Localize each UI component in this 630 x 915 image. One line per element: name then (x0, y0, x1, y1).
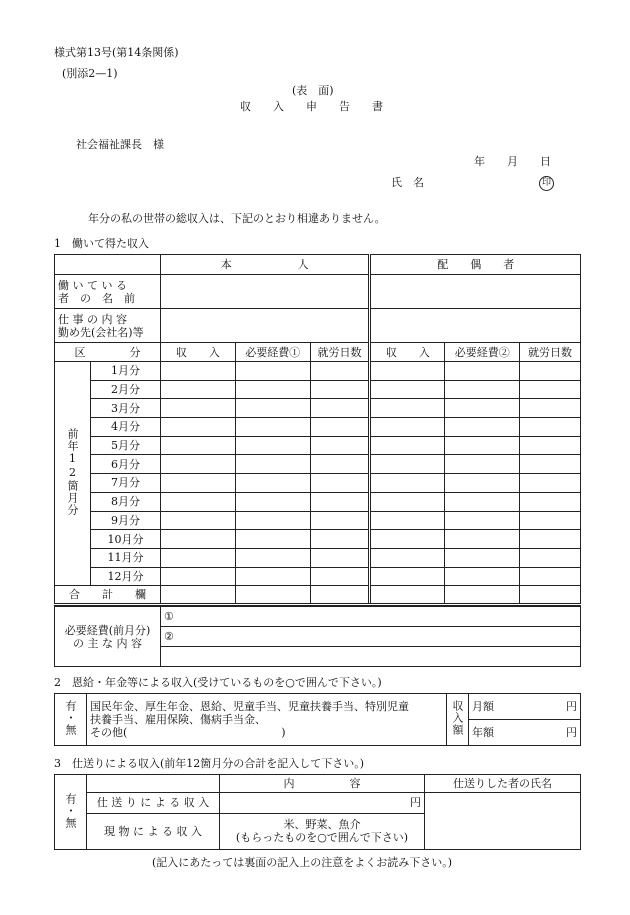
month-rows (55, 362, 581, 586)
month-cell[interactable] (310, 548, 370, 567)
worker-name-label: 働 い て い る 者 の 名 前 (55, 275, 161, 309)
month-cell[interactable] (445, 455, 520, 474)
month-cell[interactable] (370, 511, 445, 530)
month-cell[interactable] (445, 548, 520, 567)
kind-label: 現 物 に よ る 収 入 (87, 813, 220, 850)
total-cell[interactable] (370, 586, 445, 605)
month-cell[interactable] (310, 380, 370, 399)
month-cell[interactable] (445, 380, 520, 399)
pension-monthly[interactable] (469, 694, 581, 720)
month-label: 11月分 (90, 548, 160, 567)
sender-name-field[interactable] (425, 793, 581, 850)
month-label: 10月分 (90, 530, 160, 549)
month-cell[interactable] (445, 474, 520, 493)
month-cell[interactable] (310, 474, 370, 493)
month-cell[interactable] (235, 474, 310, 493)
month-cell[interactable] (370, 492, 445, 511)
self-days-header: 就労日数 (310, 343, 370, 362)
expense-detail-blank[interactable] (161, 647, 581, 667)
work-income-table (54, 254, 581, 606)
sender-header: 仕送りした者の氏名 (425, 775, 581, 793)
table-row (55, 362, 581, 381)
expense-detail-table (54, 606, 581, 667)
month-cell[interactable] (445, 362, 520, 381)
month-cell[interactable] (235, 455, 310, 474)
month-cell[interactable] (370, 530, 445, 549)
side-label: (表 面) (292, 84, 334, 97)
month-cell[interactable] (445, 511, 520, 530)
spouse-job-field[interactable] (370, 309, 581, 343)
total-cell[interactable] (160, 586, 235, 605)
table-row (55, 511, 581, 530)
pension-table (54, 693, 581, 746)
addressee: 社会福祉課長 様 (76, 138, 164, 151)
month-cell[interactable] (310, 418, 370, 437)
spouse-income-header: 収 入 (370, 343, 445, 362)
table-row (55, 567, 581, 586)
table-row (55, 474, 581, 493)
table-row (55, 530, 581, 549)
month-cell[interactable] (310, 455, 370, 474)
month-cell[interactable] (160, 399, 235, 418)
month-cell[interactable] (445, 530, 520, 549)
month-cell[interactable] (160, 436, 235, 455)
month-cell[interactable] (520, 362, 581, 381)
month-cell[interactable] (520, 418, 581, 437)
month-cell[interactable] (445, 418, 520, 437)
month-cell[interactable] (160, 492, 235, 511)
month-label: 2月分 (90, 380, 160, 399)
month-cell[interactable] (370, 399, 445, 418)
month-cell[interactable] (235, 530, 310, 549)
month-cell[interactable] (370, 548, 445, 567)
total-cell[interactable] (310, 586, 370, 605)
date-line: 年 月 日 (474, 155, 551, 168)
total-cell[interactable] (445, 586, 520, 605)
month-cell[interactable] (520, 548, 581, 567)
yen-unit: 円 (566, 700, 577, 713)
section1-heading: 1 働いて得た収入 (54, 237, 149, 250)
month-cell[interactable] (310, 399, 370, 418)
month-cell[interactable] (520, 436, 581, 455)
month-label: 6月分 (90, 455, 160, 474)
month-cell[interactable] (235, 418, 310, 437)
month-cell[interactable] (520, 380, 581, 399)
month-cell[interactable] (520, 511, 581, 530)
month-cell[interactable] (160, 455, 235, 474)
month-cell[interactable] (370, 436, 445, 455)
month-cell[interactable] (445, 399, 520, 418)
month-cell[interactable] (235, 548, 310, 567)
form-number: 様式第13号(第14条関係) (54, 46, 179, 59)
month-cell[interactable] (310, 511, 370, 530)
month-cell[interactable] (520, 530, 581, 549)
pension-amount-label: 収入額 (447, 694, 469, 746)
table-row (55, 436, 581, 455)
month-label: 8月分 (90, 492, 160, 511)
total-cell[interactable] (520, 586, 581, 605)
month-label: 9月分 (90, 511, 160, 530)
month-label: 5月分 (90, 436, 160, 455)
self-income-header: 収 入 (160, 343, 235, 362)
month-cell[interactable] (160, 418, 235, 437)
monthly-label: 月額 (472, 700, 494, 713)
statement: 年分の私の世帯の総収入は、下記のとおり相違ありません。 (88, 212, 386, 225)
name-label: 氏 名 (391, 176, 424, 189)
month-label: 12月分 (90, 567, 160, 586)
table-row (55, 492, 581, 511)
content-header: 内 容 (220, 775, 425, 793)
kind-value[interactable]: 米、野菜、魚介 (もらったものを○で囲んで下さい) (220, 813, 425, 850)
month-cell[interactable] (445, 567, 520, 586)
spouse-name-field[interactable] (370, 275, 581, 309)
month-cell[interactable] (235, 362, 310, 381)
spouse-expense-header: 必要経費② (445, 343, 520, 362)
table-row (55, 399, 581, 418)
remit-label: 仕 送 り に よ る 収 入 (87, 793, 220, 813)
attachment-label: (別添2—1) (62, 67, 118, 80)
category-header: 区 分 (55, 343, 161, 362)
month-cell[interactable] (370, 474, 445, 493)
expense-detail-2[interactable]: ② (161, 627, 581, 647)
month-cell[interactable] (235, 380, 310, 399)
month-cell[interactable] (520, 474, 581, 493)
month-cell[interactable] (160, 474, 235, 493)
expense-detail-label: 必要経費(前月分) の 主 な 内 容 (55, 607, 161, 667)
month-label: 3月分 (90, 399, 160, 418)
table-row (55, 455, 581, 474)
month-cell[interactable] (370, 455, 445, 474)
section2-heading: 2 恩給・年金等による収入(受けているものを○で囲んで下さい。) (54, 676, 382, 689)
spouse-days-header: 就労日数 (520, 343, 581, 362)
month-label: 1月分 (90, 362, 160, 381)
month-label: 7月分 (90, 474, 160, 493)
month-cell[interactable] (160, 380, 235, 399)
month-cell[interactable] (235, 511, 310, 530)
remit-yes-no[interactable]: 有・無 (55, 775, 87, 850)
pension-types[interactable]: 国民年金、厚生年金、恩給、児童手当、児童扶養手当、特別児童 扶養手当、雇用保険、傷病手当金、 その他( ) (87, 694, 447, 746)
self-job-field[interactable] (160, 309, 370, 343)
month-cell[interactable] (160, 567, 235, 586)
month-cell[interactable] (520, 567, 581, 586)
months-group-label: 前年12箇月分 (55, 362, 91, 586)
remit-amount[interactable]: 円 (220, 793, 425, 813)
pension-annual[interactable] (469, 720, 581, 746)
footer-note: (記入にあたっては裏面の記入上の注意をよくお読み下さい。) (152, 856, 453, 869)
remittance-table (54, 774, 581, 850)
month-cell[interactable] (310, 530, 370, 549)
month-cell[interactable] (310, 492, 370, 511)
total-label: 合 計 欄 (55, 586, 161, 605)
self-name-field[interactable] (160, 275, 370, 309)
pension-yes-no[interactable]: 有・無 (55, 694, 87, 746)
month-cell[interactable] (445, 492, 520, 511)
month-cell[interactable] (370, 567, 445, 586)
month-cell[interactable] (370, 418, 445, 437)
month-cell[interactable] (160, 548, 235, 567)
table-row (55, 548, 581, 567)
document-title: 収 入 申 告 書 (240, 100, 383, 113)
seal-mark (539, 175, 554, 191)
month-cell[interactable] (235, 492, 310, 511)
section3-heading: 3 仕送りによる収入(前年12箇月分の合計を記入して下さい。) (54, 757, 365, 770)
month-cell[interactable] (520, 492, 581, 511)
month-label: 4月分 (90, 418, 160, 437)
yen-unit: 円 (566, 726, 577, 739)
spouse-header: 配 偶 者 (370, 255, 581, 275)
month-cell[interactable] (160, 530, 235, 549)
self-header: 本 人 (160, 255, 370, 275)
month-cell[interactable] (310, 362, 370, 381)
month-cell[interactable] (310, 436, 370, 455)
annual-label: 年額 (472, 726, 494, 739)
table-row (55, 418, 581, 437)
month-cell[interactable] (160, 362, 235, 381)
month-cell[interactable] (310, 567, 370, 586)
month-cell[interactable] (445, 436, 520, 455)
job-label: 仕 事 の 内 容 勤め先(会社名)等 (55, 309, 161, 343)
seal-icon: 印 (539, 176, 554, 191)
month-cell[interactable] (235, 567, 310, 586)
month-cell[interactable] (520, 455, 581, 474)
month-cell[interactable] (235, 436, 310, 455)
total-cell[interactable] (235, 586, 310, 605)
month-cell[interactable] (160, 511, 235, 530)
self-expense-header: 必要経費① (235, 343, 310, 362)
month-cell[interactable] (370, 362, 445, 381)
month-cell[interactable] (520, 399, 581, 418)
month-cell[interactable] (370, 380, 445, 399)
month-cell[interactable] (235, 399, 310, 418)
expense-detail-1[interactable]: ① (161, 607, 581, 627)
table-row (55, 380, 581, 399)
